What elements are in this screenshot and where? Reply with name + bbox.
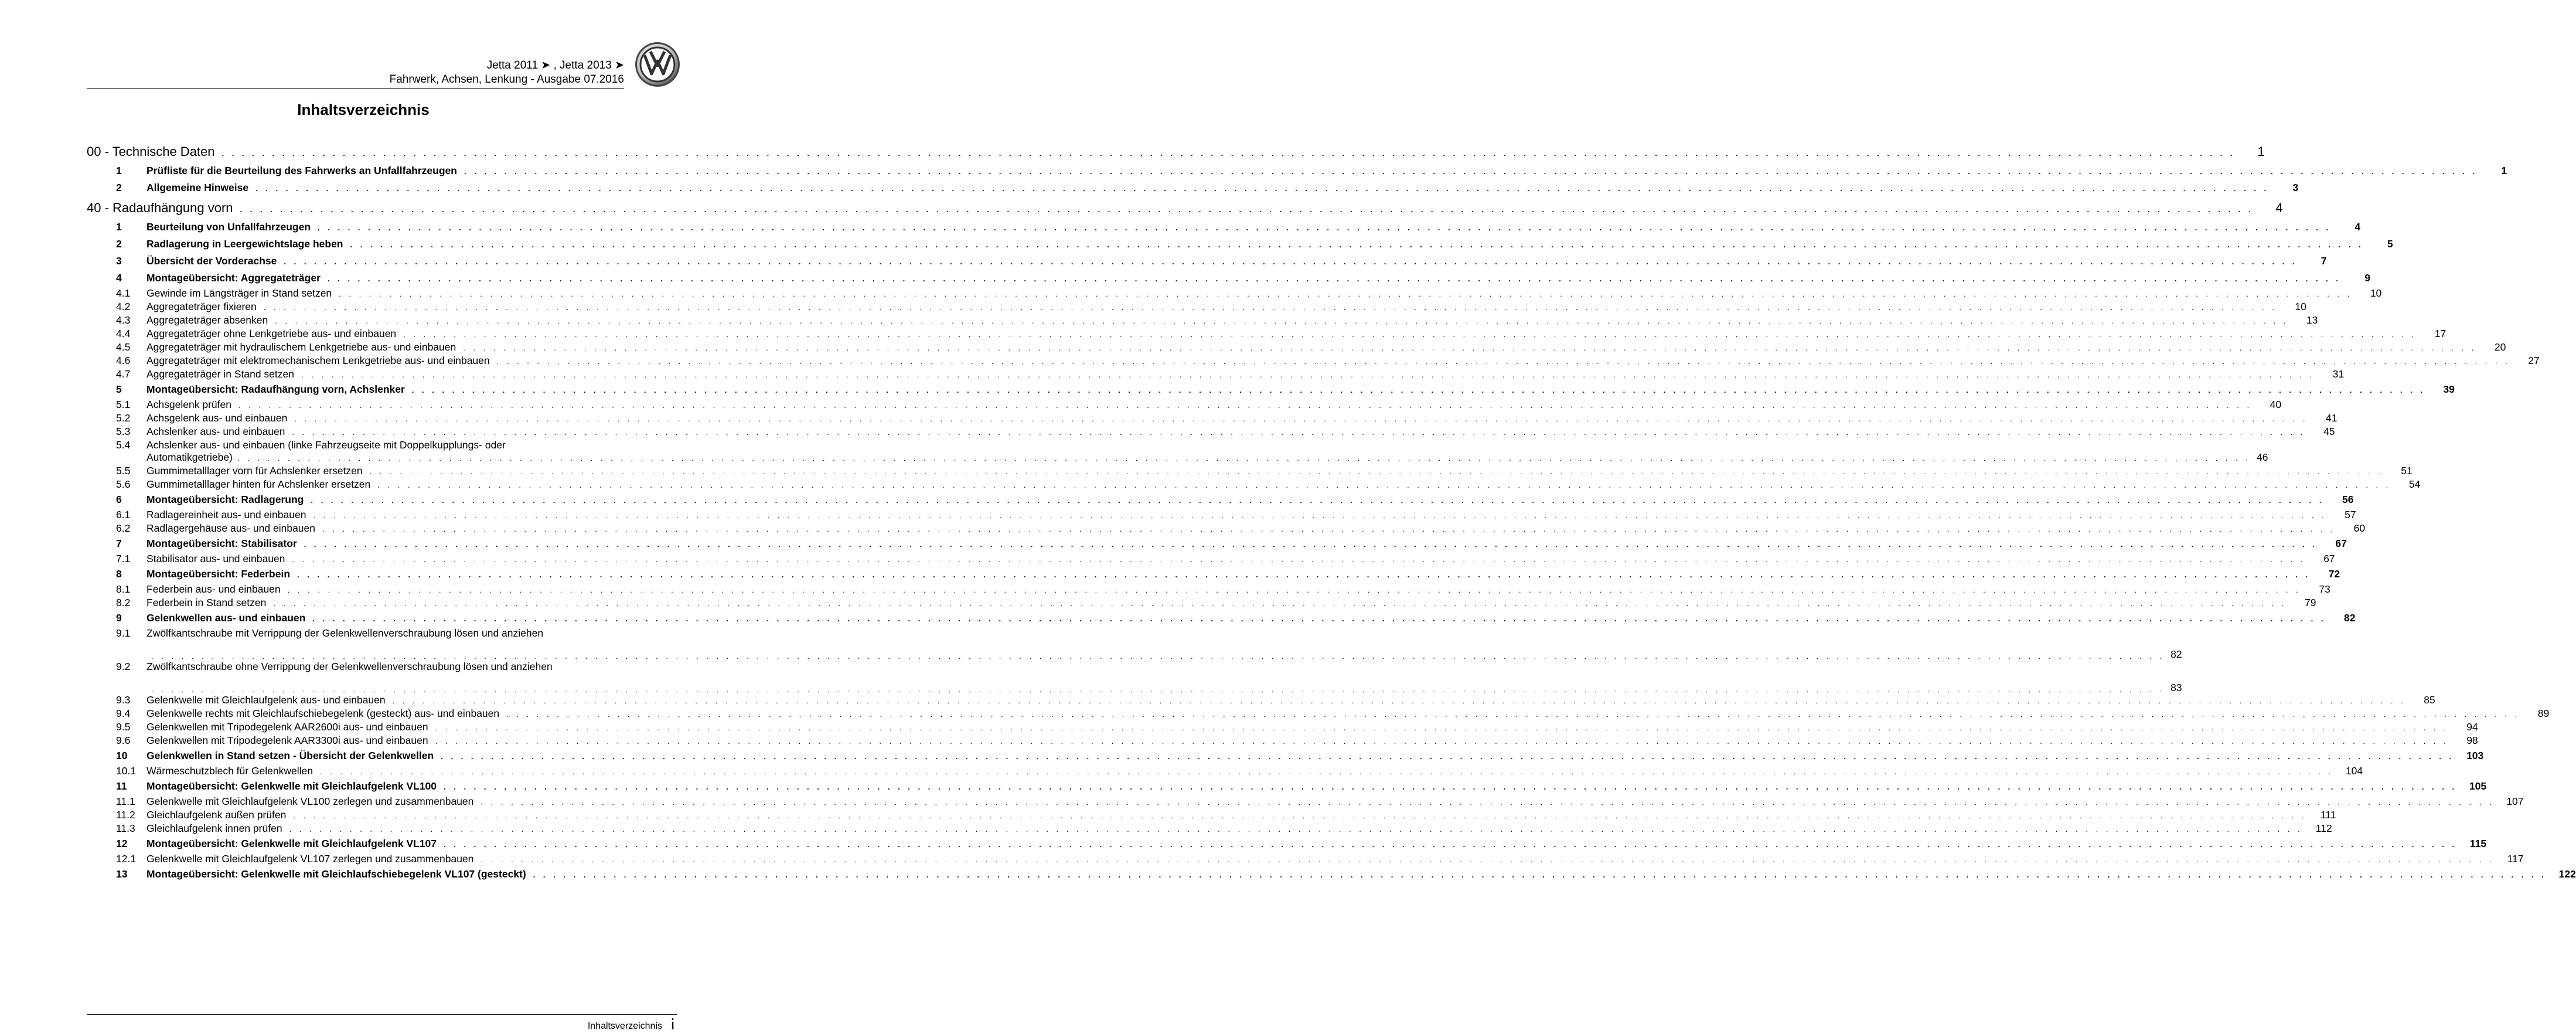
dot-leader: . . . . . . . . . . . . . . . . . . . . . . . . . . . . . . . . . . . . . . . . . . . . . . . . . . . . . . . . . . . . . . . . . . . . . . . . . . . . . . . . . . . . . . . . . . . . . . . . . . . . . . . . . . . . . . . . . . . . . . . . . . . . . . . . . . . . . . . . . . . . . . . . . . . . . . . . . . . . . . . . . . . . . . . . . . . . . . . . . . . . . . . . . . . . . . . . . . . . . . . . (350, 240, 2364, 249)
dot-leader: . . . . . . . . . . . . . . . . . . . . . . . . . . . . . . . . . . . . . . . . . . . . . . . . . . . . . . . . . . . . . . . . . . . . . . . . . . . . . . . . . . . . . . . . . . . . . . . . . . . . . . . . . . . . . . . . . . . . . . . . . . . . . . . . . . . . . . . . . . . . . . . . . . . . . . . . . . . . . . . . . . . . . . . . . . . . . . . . . . . . . . . . . . . . . . . . . . . . . . . . (463, 343, 2477, 352)
dot-leader: . . . . . . . . . . . . . . . . . . . . . . . . . . . . . . . . . . . . . . . . . . . . . . . . . . . . . . . . . . . . . . . . . . . . . . . . . . . . . . . . . . . . . . . . . . . . . . . . . . . . . . . . . . . . . . . . . . . . . . . . . . . . . . . . . . . . . . . . . . . . . . . . . . . . . . . . . . . . . . . . . . . . . . . . . . . . . . . . . . . . . . . . . . . . . . . . . . . . . . . . (151, 652, 2165, 661)
vw-logo-icon (634, 41, 681, 88)
toc-entry-title: Gelenkwelle mit Gleichlaufgelenk aus- und einbauen (146, 694, 386, 706)
toc-subsection[interactable] (87, 721, 2478, 734)
toc-entry[interactable] (87, 661, 2182, 694)
dot-leader: . . . . . . . . . . . . . . . . . . . . . . . . . . . . . . . . . . . . . . . . . . . . . . . . . . . . . . . . . . . . . . . . . . . . . . . . . . . . . . . . . . . . . . . . . . . . . . . . . . . . . . . . . . . . . . . . . . . . . . . . . . . . . . . . . . . . . . . . . . . . . . . . . . . . . . . . . . . . . . . . . . . . . . . . . . . . . . . . . . . . . . . . . . . . . . . . . . . . . . . . (392, 696, 2406, 705)
toc-entry-title: Gelenkwelle rechts mit Gleichlaufschiebegelenk (gesteckt) aus- und einbauen (146, 708, 500, 719)
dot-leader: . . . . . . . . . . . . . . . . . . . . . . . . . . . . . . . . . . . . . . . . . . . . . . . . . . . . . . . . . . . . . . . . . . . . . . . . . . . . . . . . . . . . . . . . . . . . . . . . . . . . . . . . . . . . . . . . . . . . . . . . . . . . . . . . . . . . . . . . . . . . . . . . . . . . . . . . . . . . . . . . . . . . . . . . . . . . . . . . . . . . . . . . . . . . . . . . . . . . . . . . (275, 317, 2289, 325)
toc-subsection[interactable] (87, 522, 2366, 536)
toc-entry-page: 67 (2335, 538, 2347, 549)
toc-entry-number: 9.3 (116, 694, 131, 706)
page-title: Inhaltsverzeichnis (297, 101, 430, 118)
toc-entry-page: 51 (2401, 465, 2413, 477)
toc-entry-title: 40 - Radaufhängung vorn (87, 200, 233, 215)
dot-leader: . . . . . . . . . . . . . . . . . . . . . . . . . . . . . . . . . . . . . . . . . . . . . . . . . . . . . . . . . . . . . . . . . . . . . . . . . . . . . . . . . . . . . . . . . . . . . . . . . . . . . . . . . . . . . . . . . . . . . . . . . . . . . . . . . . . . . . . . . . . . . . . . . . . . . . . . . . . . . . . . . . . . . . . . . . . . . . . . . . . . . . . . . . . . . . . . . . . . . . . . (311, 496, 2325, 505)
toc-section[interactable] (87, 165, 2507, 180)
toc-section[interactable] (87, 838, 2487, 853)
toc-entry-number: 5.2 (116, 412, 131, 424)
toc-section[interactable] (87, 494, 2354, 509)
toc-entry-title: Übersicht der Vorderachse (146, 255, 277, 267)
toc-entry-page: 7 (2321, 255, 2327, 267)
toc-entry-number: 4.5 (116, 341, 131, 353)
toc-entry-title: Zwölfkantschraube mit Verrippung der Gelenkwellenverschraubung lösen und anziehen (146, 627, 544, 639)
toc-entry-number: 8.1 (116, 583, 131, 595)
toc-entry-number: 9.2 (116, 661, 131, 672)
toc-entry-number: 2 (116, 238, 122, 250)
toc-section[interactable] (87, 182, 2299, 197)
toc-entry-number: 12 (116, 838, 128, 849)
toc-entry-page: 3 (2292, 182, 2299, 193)
toc-entry-page: 89 (2537, 708, 2550, 719)
model-line: Jetta 2011 ➤ , Jetta 2013 ➤ (486, 59, 624, 72)
toc-subsection[interactable] (87, 583, 2330, 597)
toc-entry-number: 3 (116, 255, 122, 267)
dot-leader: . . . . . . . . . . . . . . . . . . . . . . . . . . . . . . . . . . . . . . . . . . . . . . . . . . . . . . . . . . . . . . . . . . . . . . . . . . . . . . . . . . . . . . . . . . . . . . . . . . . . . . . . . . . . . . . . . . . . . . . . . . . . . . . . . . . . . . . . . . . . . . . . . . . . . . . . . . . . . . . . . . . . . . . . . . . . . . . . . . . . . . . . . . . . . . . . . . . . . . . . (151, 685, 2165, 694)
toc-entry-number: 5.4 (116, 439, 131, 451)
toc-entry-page: 27 (2528, 355, 2540, 366)
toc-subsection[interactable] (87, 301, 2306, 314)
toc-subsection[interactable] (87, 765, 2363, 778)
toc-entry-page: 72 (2328, 568, 2340, 580)
toc-entry-title: Allgemeine Hinweise (146, 182, 249, 193)
toc-entry-page: 83 (2170, 682, 2182, 693)
dot-leader: . . . . . . . . . . . . . . . . . . . . . . . . . . . . . . . . . . . . . . . . . . . . . . . . . . . . . . . . . . . . . . . . . . . . . . . . . . . . . . . . . . . . . . . . . . . . . . . . . . . . . . . . . . . . . . . . . . . . . . . . . . . . . . . . . . . . . . . . . . . . . . . . . . . . . . . . . . . . . . . . . . . . . . . . . . . . . . . . . . . . . . . . . . . . . . . . . . . . . . . . (481, 798, 2495, 807)
page-header (0, 0, 727, 94)
toc-entry-number: 9 (116, 612, 122, 624)
toc-entry-number: 10 (116, 750, 128, 761)
toc-entry-page: 17 (2434, 328, 2446, 339)
footer-rule (87, 1014, 677, 1015)
dot-leader: . . . . . . . . . . . . . . . . . . . . . . . . . . . . . . . . . . . . . . . . . . . . . . . . . . . . . . . . . . . . . . . . . . . . . . . . . . . . . . . . . . . . . . . . . . . . . . . . . . . . . . . . . . . . . . . . . . . . . . . . . . . . . . . . . . . . . . . . . . . . . . . . . . . . . . . . . . . . . . . . . . . . . . . . . . . . . . . . . . . . . . . . . . . . . . . . . . . . . . . . (464, 167, 2478, 176)
toc-subsection[interactable] (87, 553, 2335, 566)
toc-entry-page: 10 (2370, 287, 2382, 299)
toc-entry-page: 4 (2354, 221, 2361, 233)
toc-entry-title: Montageübersicht: Aggregateträger (146, 272, 321, 284)
toc-subsection[interactable] (87, 853, 2524, 866)
toc-entry-title: Aggregateträger ohne Lenkgetriebe aus- und einbauen (146, 328, 397, 339)
toc-entry-title: Montageübersicht: Gelenkwelle mit Gleichlaufgelenk VL107 (146, 838, 437, 849)
toc-entry-title-continued: Automatikgetriebe) (146, 451, 233, 463)
toc-entry-title: Gleichlaufgelenk außen prüfen (146, 809, 287, 821)
toc-entry-page: 60 (2353, 522, 2366, 534)
toc-entry-number: 11 (116, 780, 127, 792)
toc-entry-number: 2 (116, 182, 122, 193)
dot-leader: . . . . . . . . . . . . . . . . . . . . . . . . . . . . . . . . . . . . . . . . . . . . . . . . . . . . . . . . . . . . . . . . . . . . . . . . . . . . . . . . . . . . . . . . . . . . . . . . . . . . . . . . . . . . . . . . . . . . . . . . . . . . . . . . . . . . . . . . . . . . . . . . . . . . . . . . . . . . . . . . . . . . . . . . . . . . . . . . . . . . . . . . . . . . . . . . . . . . . . . . (297, 570, 2311, 579)
toc-entry-number: 11.2 (116, 809, 135, 821)
toc-section[interactable] (87, 255, 2327, 270)
toc-entry-page: 79 (2304, 597, 2316, 608)
toc-entry-number: 9.6 (116, 734, 131, 746)
toc-entry-page: 39 (2443, 383, 2455, 395)
toc-entry-page: 98 (2466, 734, 2478, 746)
toc-entry-number: 9.4 (116, 708, 131, 719)
toc-entry-title: Stabilisator aus- und einbauen (146, 553, 285, 564)
toc-section[interactable] (87, 868, 2576, 883)
toc-entry-title: Achslenker aus- und einbauen (146, 426, 285, 437)
dot-leader: . . . . . . . . . . . . . . . . . . . . . . . . . . . . . . . . . . . . . . . . . . . . . . . . . . . . . . . . . . . . . . . . . . . . . . . . . . . . . . . . . . . . . . . . . . . . . . . . . . . . . . . . . . . . . . . . . . . . . . . . . . . . . . . . . . . . . . . . . . . . . . . . . . . . . . . . . . . . . . . . . . . . . . . . . . . . . . . . . . . . . . . . . . . . . . . . . . . . . . . . (292, 428, 2306, 437)
toc-entry-page: 5 (2387, 238, 2393, 250)
toc-entry-title: Aggregateträger in Stand setzen (146, 368, 294, 380)
toc-entry-title: Montageübersicht: Stabilisator (146, 538, 297, 549)
dot-leader: . . . . . . . . . . . . . . . . . . . . . . . . . . . . . . . . . . . . . . . . . . . . . . . . . . . . . . . . . . . . . . . . . . . . . . . . . . . . . . . . . . . . . . . . . . . . . . . . . . . . . . . . . . . . . . . . . . . . . . . . . . . . . . . . . . . . . . . . . . . . . . . . . . . . . . . . . . . . . . . . . . . . . . . . . . . . . . . . . . . . . . . . . . . . . . . . . . . . . . . . (222, 149, 2236, 158)
toc-entry-page: 46 (2257, 451, 2268, 463)
toc-entry-number: 9.1 (116, 627, 131, 639)
dot-leader: . . . . . . . . . . . . . . . . . . . . . . . . . . . . . . . . . . . . . . . . . . . . . . . . . . . . . . . . . . . . . . . . . . . . . . . . . . . . . . . . . . . . . . . . . . . . . . . . . . . . . . . . . . . . . . . . . . . . . . . . . . . . . . . . . . . . . . . . . . . . . . . . . . . . . . . . . . . . . . . . . . . . . . . . . . . . . . . . . . . . . . . . . . . . . . . . . . . . . . . . (435, 723, 2449, 732)
toc-entry-page: 40 (2270, 399, 2282, 410)
toc-entry-page: 31 (2332, 368, 2345, 380)
toc-entry-title: Aggregateträger mit hydraulischem Lenkgetriebe aus- und einbauen (146, 341, 456, 353)
toc-section[interactable] (87, 272, 2371, 287)
dot-leader: . . . . . . . . . . . . . . . . . . . . . . . . . . . . . . . . . . . . . . . . . . . . . . . . . . . . . . . . . . . . . . . . . . . . . . . . . . . . . . . . . . . . . . . . . . . . . . . . . . . . . . . . . . . . . . . . . . . . . . . . . . . . . . . . . . . . . . . . . . . . . . . . . . . . . . . . . . . . . . . . . . . . . . . . . . . . . . . . . . . . . . . . . . . . . . . . . . . . . . . . (293, 811, 2307, 820)
toc-entry-page: 104 (2345, 765, 2363, 777)
footer-page-number: i (670, 1015, 675, 1033)
dot-leader: . . . . . . . . . . . . . . . . . . . . . . . . . . . . . . . . . . . . . . . . . . . . . . . . . . . . . . . . . . . . . . . . . . . . . . . . . . . . . . . . . . . . . . . . . . . . . . . . . . . . . . . . . . . . . . . . . . . . . . . . . . . . . . . . . . . . . . . . . . . . . . . . . . . . . . . . . . . . . . . . . . . . . . . . . . . . . . . . . . . . . . . . . . . . . . . . . . . . . . . . (312, 614, 2326, 623)
toc-subsection[interactable] (87, 314, 2318, 328)
toc-entry-page: 10 (2295, 301, 2306, 312)
dot-leader: . . . . . . . . . . . . . . . . . . . . . . . . . . . . . . . . . . . . . . . . . . . . . . . . . . . . . . . . . . . . . . . . . . . . . . . . . . . . . . . . . . . . . . . . . . . . . . . . . . . . . . . . . . . . . . . . . . . . . . . . . . . . . . . . . . . . . . . . . . . . . . . . . . . . . . . . . . . . . . . . . . . . . . . . . . . . . . . . . . . . . . . . . . . . . . . . . . . . . . . . (377, 481, 2391, 489)
toc-entry-title: Beurteilung von Unfallfahrzeugen (146, 221, 311, 233)
toc-subsection[interactable] (87, 328, 2446, 341)
toc-entry-title: Gelenkwellen mit Tripodegelenk AAR2600i aus- und einbauen (146, 721, 428, 733)
toc-entry-number: 7.1 (116, 553, 131, 564)
toc-entry-title: Gummimetalllager hinten für Achslenker ersetzen (146, 478, 371, 490)
dot-leader: . . . . . . . . . . . . . . . . . . . . . . . . . . . . . . . . . . . . . . . . . . . . . . . . . . . . . . . . . . . . . . . . . . . . . . . . . . . . . . . . . . . . . . . . . . . . . . . . . . . . . . . . . . . . . . . . . . . . . . . . . . . . . . . . . . . . . . . . . . . . . . . . . . . . . . . . . . . . . . . . . . . . . . . . . . . . . . . . . . . . . . . . . . . . . . . . . . . . . . . . (441, 752, 2455, 761)
toc-subsection[interactable] (87, 341, 2506, 355)
toc-entry-title: Montageübersicht: Gelenkwelle mit Gleichlaufgelenk VL100 (146, 780, 437, 792)
footer-label: Inhaltsverzeichnis (587, 1021, 662, 1031)
toc-entry[interactable] (87, 439, 2268, 465)
toc-entry-page: 82 (2170, 648, 2182, 660)
dot-leader: . . . . . . . . . . . . . . . . . . . . . . . . . . . . . . . . . . . . . . . . . . . . . . . . . . . . . . . . . . . . . . . . . . . . . . . . . . . . . . . . . . . . . . . . . . . . . . . . . . . . . . . . . . . . . . . . . . . . . . . . . . . . . . . . . . . . . . . . . . . . . . . . . . . . . . . . . . . . . . . . . . . . . . . . . . . . . . . . . . . . . . . . . . . . . . . . . . . . . . . . (240, 205, 2254, 214)
toc-section[interactable] (87, 750, 2484, 765)
toc-chapter[interactable] (87, 144, 2265, 163)
dot-leader: . . . . . . . . . . . . . . . . . . . . . . . . . . . . . . . . . . . . . . . . . . . . . . . . . . . . . . . . . . . . . . . . . . . . . . . . . . . . . . . . . . . . . . . . . . . . . . . . . . . . . . . . . . . . . . . . . . . . . . . . . . . . . . . . . . . . . . . . . . . . . . . . . . . . . . . . . . . . . . . . . . . . . . . . . . . . . . . . . . . . . . . . . . . . . . . . . . . . . . . . (287, 586, 2301, 594)
toc-entry-page: 107 (2506, 795, 2524, 807)
toc-entry-page: 94 (2466, 721, 2478, 733)
toc-subsection[interactable] (87, 597, 2316, 610)
toc-entry-title: Gummimetalllager vorn für Achslenker ersetzen (146, 465, 363, 477)
toc-entry-number: 9.5 (116, 721, 131, 733)
dot-leader: . . . . . . . . . . . . . . . . . . . . . . . . . . . . . . . . . . . . . . . . . . . . . . . . . . . . . . . . . . . . . . . . . . . . . . . . . . . . . . . . . . . . . . . . . . . . . . . . . . . . . . . . . . . . . . . . . . . . . . . . . . . . . . . . . . . . . . . . . . . . . . . . . . . . . . . . . . . . . . . . . . . . . . . . . . . . . . . . . . . . . . . . . . . . . . . . . . . . . . . . (320, 767, 2334, 776)
toc-entry-number: 11.1 (116, 795, 135, 807)
toc-entry-number: 5 (116, 383, 122, 395)
header-rule (87, 88, 624, 89)
toc-entry-page: 82 (2343, 612, 2356, 624)
toc-entry-title: Radlagerung in Leergewichtslage heben (146, 238, 343, 250)
toc-entry-title: Gelenkwelle mit Gleichlaufgelenk VL107 zerlegen und zusammenbauen (146, 853, 474, 865)
dot-leader: . . . . . . . . . . . . . . . . . . . . . . . . . . . . . . . . . . . . . . . . . . . . . . . . . . . . . . . . . . . . . . . . . . . . . . . . . . . . . . . . . . . . . . . . . . . . . . . . . . . . . . . . . . . . . . . . . . . . . . . . . . . . . . . . . . . . . . . . . . . . . . . . . . . . . . . . . . . . . . . . . . . . . . . . . . . . . . . . . . . . . . . . . . . . . . . . . . . . . . . . (339, 290, 2353, 298)
toc-entry-title: Montageübersicht: Radlagerung (146, 494, 304, 505)
dot-leader: . . . . . . . . . . . . . . . . . . . . . . . . . . . . . . . . . . . . . . . . . . . . . . . . . . . . . . . . . . . . . . . . . . . . . . . . . . . . . . . . . . . . . . . . . . . . . . . . . . . . . . . . . . . . . . . . . . . . . . . . . . . . . . . . . . . . . . . . . . . . . . . . . . . . . . . . . . . . . . . . . . . . . . . . . . . . . . . . . . . . . . . . . . . . . . . . . . . . . . . . (322, 525, 2336, 533)
toc-entry-title: Gelenkwellen in Stand setzen - Übersicht der Gelenkwellen (146, 750, 434, 761)
dot-leader: . . . . . . . . . . . . . . . . . . . . . . . . . . . . . . . . . . . . . . . . . . . . . . . . . . . . . . . . . . . . . . . . . . . . . . . . . . . . . . . . . . . . . . . . . . . . . . . . . . . . . . . . . . . . . . . . . . . . . . . . . . . . . . . . . . . . . . . . . . . . . . . . . . . . . . . . . . . . . . . . . . . . . . . . . . . . . . . . . . . . . . . . . . . . . . . . . . . . . . . . (313, 511, 2327, 520)
toc-entry-number: 4.6 (116, 355, 131, 366)
toc-entry-number: 8.2 (116, 597, 131, 608)
toc-entry-page: 1 (2257, 144, 2265, 159)
toc-entry-number: 4.3 (116, 314, 131, 326)
toc-section[interactable] (87, 612, 2356, 627)
toc-subsection[interactable] (87, 412, 2338, 426)
dot-leader: . . . . . . . . . . . . . . . . . . . . . . . . . . . . . . . . . . . . . . . . . . . . . . . . . . . . . . . . . . . . . . . . . . . . . . . . . . . . . . . . . . . . . . . . . . . . . . . . . . . . . . . . . . . . . . . . . . . . . . . . . . . . . . . . . . . . . . . . . . . . . . . . . . . . . . . . . . . . . . . . . . . . . . . . . . . . . . . . . . . . . . . . . . . . . . . . . . . . . . . . (304, 540, 2318, 549)
toc-entry-page: 56 (2342, 494, 2354, 505)
toc-entry-title: Montageübersicht: Gelenkwelle mit Gleichlaufschiebegelenk VL107 (gesteckt) (146, 868, 526, 880)
toc-subsection[interactable] (87, 509, 2356, 522)
toc-entry-number: 5.3 (116, 426, 131, 437)
toc-entry-page: 9 (2364, 272, 2371, 284)
toc-entry-title: Radlagereinheit aus- und einbauen (146, 509, 306, 521)
dot-leader: . . . . . . . . . . . . . . . . . . . . . . . . . . . . . . . . . . . . . . . . . . . . . . . . . . . . . . . . . . . . . . . . . . . . . . . . . . . . . . . . . . . . . . . . . . . . . . . . . . . . . . . . . . . . . . . . . . . . . . . . . . . . . . . . . . . . . . . . . . . . . . . . . . . . . . . . . . . . . . . . . . . . . . . . . . . . . . . . . . . . . . . . . . . . . . . . . . . . . . . . (403, 330, 2417, 339)
toc-subsection[interactable] (87, 734, 2478, 748)
toc-entry-page: 122 (2558, 868, 2576, 880)
toc-entry-number: 8 (116, 568, 122, 580)
dot-leader: . . . . . . . . . . . . . . . . . . . . . . . . . . . . . . . . . . . . . . . . . . . . . . . . . . . . . . . . . . . . . . . . . . . . . . . . . . . . . . . . . . . . . . . . . . . . . . . . . . . . . . . . . . . . . . . . . . . . . . . . . . . . . . . . . . . . . . . . . . . . . . . . . . . . . . . . . . . . . . . . . . . . . . . . . . . . . . . . . . . . . . . . . . . . . . . . . . . . . . . . (444, 840, 2458, 849)
toc-subsection[interactable] (87, 822, 2332, 836)
toc-subsection[interactable] (87, 465, 2413, 478)
dot-leader: . . . . . . . . . . . . . . . . . . . . . . . . . . . . . . . . . . . . . . . . . . . . . . . . . . . . . . . . . . . . . . . . . . . . . . . . . . . . . . . . . . . . . . . . . . . . . . . . . . . . . . . . . . . . . . . . . . . . . . . . . . . . . . . . . . . . . . . . . . . . . . . . . . . . . . . . . . . . . . . . . . . . . . . . . . . . . . . . . . . . . . . . . . . . . . . . . . . . . . . . (238, 401, 2253, 410)
toc-entry-title: Achsgelenk aus- und einbauen (146, 412, 288, 424)
toc-subsection[interactable] (87, 694, 2435, 708)
dot-leader: . . . . . . . . . . . . . . . . . . . . . . . . . . . . . . . . . . . . . . . . . . . . . . . . . . . . . . . . . . . . . . . . . . . . . . . . . . . . . . . . . . . . . . . . . . . . . . . . . . . . . . . . . . . . . . . . . . . . . . . . . . . . . . . . . . . . . . . . . . . . . . . . . . . . . . . . . . . . . . . . . . . . . . . . . . . . . . . . . . . . . . . . . . . . . . . . . . . . . . . . (481, 855, 2495, 864)
toc-entry-page: 67 (2323, 553, 2335, 564)
toc-entry[interactable] (87, 627, 2182, 661)
dot-leader: . . . . . . . . . . . . . . . . . . . . . . . . . . . . . . . . . . . . . . . . . . . . . . . . . . . . . . . . . . . . . . . . . . . . . . . . . . . . . . . . . . . . . . . . . . . . . . . . . . . . . . . . . . . . . . . . . . . . . . . . . . . . . . . . . . . . . . . . . . . . . . . . . . . . . . . . . . . . . . . . . . . . . . . . . . . . . . . . . . . . . . . . . . . . . . . . . . . . . . . . (327, 274, 2342, 283)
dot-leader: . . . . . . . . . . . . . . . . . . . . . . . . . . . . . . . . . . . . . . . . . . . . . . . . . . . . . . . . . . . . . . . . . . . . . . . . . . . . . . . . . . . . . . . . . . . . . . . . . . . . . . . . . . . . . . . . . . . . . . . . . . . . . . . . . . . . . . . . . . . . . . . . . . . . . . . . . . . . . . . . . . . . . . . . . . . . . . . . . . . . . . . . . . . . . . . . . . . . . . . . (435, 737, 2449, 746)
toc-section[interactable] (87, 383, 2455, 399)
toc-entry-page: 1 (2501, 165, 2507, 176)
toc-entry-title: Achsgelenk prüfen (146, 399, 231, 410)
toc-entry-page: 103 (2466, 750, 2484, 761)
toc-subsection[interactable] (87, 809, 2336, 822)
toc-entry-title: Radlagergehäuse aus- und einbauen (146, 522, 316, 534)
toc-subsection[interactable] (87, 478, 2421, 492)
dot-leader: . . . . . . . . . . . . . . . . . . . . . . . . . . . . . . . . . . . . . . . . . . . . . . . . . . . . . . . . . . . . . . . . . . . . . . . . . . . . . . . . . . . . . . . . . . . . . . . . . . . . . . . . . . . . . . . . . . . . . . . . . . . . . . . . . . . . . . . . . . . . . . . . . . . . . . . . . . . . . . . . . . . . . . . . . . . . . . . . . . . . . . . . . . . . . . . . . . . . . . . . (255, 184, 2270, 193)
toc-section[interactable] (87, 238, 2393, 253)
dot-leader: . . . . . . . . . . . . . . . . . . . . . . . . . . . . . . . . . . . . . . . . . . . . . . . . . . . . . . . . . . . . . . . . . . . . . . . . . . . . . . . . . . . . . . . . . . . . . . . . . . . . . . . . . . . . . . . . . . . . . . . . . . . . . . . . . . . . . . . . . . . . . . . . . . . . . . . . . . . . . . . . . . . . . . . . . . . . . . . . . . . . . . . . . . . . . . . . . . . . . . . . (318, 223, 2332, 232)
table-of-contents (87, 141, 2576, 883)
toc-entry-page: 45 (2323, 426, 2335, 437)
toc-entry-title: Achslenker aus- und einbauen (linke Fahrzeugseite mit Doppelkupplungs- oder (146, 439, 506, 451)
dot-leader: . . . . . . . . . . . . . . . . . . . . . . . . . . . . . . . . . . . . . . . . . . . . . . . . . . . . . . . . . . . . . . . . . . . . . . . . . . . . . . . . . . . . . . . . . . . . . . . . . . . . . . . . . . . . . . . . . . . . . . . . . . . . . . . . . . . . . . . . . . . . . . . . . . . . . . . . . . . . . . . . . . . . . . . . . . . . . . . . . . . . . . . . . . . . . . . . . . . . . . . . (369, 467, 2383, 476)
toc-entry-page: 117 (2507, 853, 2524, 865)
toc-entry-number: 5.5 (116, 465, 131, 477)
toc-entry-title: Federbein aus- und einbauen (146, 583, 281, 595)
dot-leader: . . . . . . . . . . . . . . . . . . . . . . . . . . . . . . . . . . . . . . . . . . . . . . . . . . . . . . . . . . . . . . . . . . . . . . . . . . . . . . . . . . . . . . . . . . . . . . . . . . . . . . . . . . . . . . . . . . . . . . . . . . . . . . . . . . . . . . . . . . . . . . . . . . . . . . . . . . . . . . . . . . . . . . . . . . . . . . . . . . . . . . . . . . . . . . . . . . . . . . . . (301, 370, 2315, 379)
toc-entry-title: Zwölfkantschraube ohne Verrippung der Gelenkwellenverschraubung lösen und anziehen (146, 661, 553, 672)
toc-entry-page: 112 (2315, 822, 2332, 834)
dot-leader: . . . . . . . . . . . . . . . . . . . . . . . . . . . . . . . . . . . . . . . . . . . . . . . . . . . . . . . . . . . . . . . . . . . . . . . . . . . . . . . . . . . . . . . . . . . . . . . . . . . . . . . . . . . . . . . . . . . . . . . . . . . . . . . . . . . . . . . . . . . . . . . . . . . . . . . . . . . . . . . . . . . . . . . . . . . . . . . . . . . . . . . . . . . . . . . . . . . . . . . . (444, 783, 2458, 791)
toc-entry-number: 1 (116, 165, 122, 176)
toc-entry-number: 7 (116, 538, 122, 549)
toc-entry-title: Federbein in Stand setzen (146, 597, 267, 608)
dot-leader: . . . . . . . . . . . . . . . . . . . . . . . . . . . . . . . . . . . . . . . . . . . . . . . . . . . . . . . . . . . . . . . . . . . . . . . . . . . . . . . . . . . . . . . . . . . . . . . . . . . . . . . . . . . . . . . . . . . . . . . . . . . . . . . . . . . . . . . . . . . . . . . . . . . . . . . . . . . . . . . . . . . . . . . . . . . . . . . . . . . . . . . . . . . . . . . . . . . . . . . . (411, 386, 2425, 394)
dot-leader: . . . . . . . . . . . . . . . . . . . . . . . . . . . . . . . . . . . . . . . . . . . . . . . . . . . . . . . . . . . . . . . . . . . . . . . . . . . . . . . . . . . . . . . . . . . . . . . . . . . . . . . . . . . . . . . . . . . . . . . . . . . . . . . . . . . . . . . . . . . . . . . . . . . . . . . . . . . . . . . . . . . . . . . . . . . . . . . . . . . . . . . . . . . . . . . . . . . . . . . . (273, 599, 2287, 608)
toc-entry-title: 00 - Technische Daten (87, 144, 215, 159)
toc-subsection[interactable] (87, 708, 2550, 721)
toc-entry-title: Gelenkwellen aus- und einbauen (146, 612, 306, 624)
dot-leader: . . . . . . . . . . . . . . . . . . . . . . . . . . . . . . . . . . . . . . . . . . . . . . . . . . . . . . . . . . . . . . . . . . . . . . . . . . . . . . . . . . . . . . . . . . . . . . . . . . . . . . . . . . . . . . . . . . . . . . . . . . . . . . . . . . . . . . . . . . . . . . . . . . . . . . . . . . . . . . . . . . . . . . . . . . . . . . . . . . . . . . . . . . . . . . . . . . . . . . . . (284, 257, 2298, 266)
dot-leader: . . . . . . . . . . . . . . . . . . . . . . . . . . . . . . . . . . . . . . . . . . . . . . . . . . . . . . . . . . . . . . . . . . . . . . . . . . . . . . . . . . . . . . . . . . . . . . . . . . . . . . . . . . . . . . . . . . . . . . . . . . . . . . . . . . . . . . . . . . . . . . . . . . . . . . . . . . . . . . . . . . . . . . . . . . . . . . . . . . . . . . . . . . . . . . . . . . . . . . . . (263, 303, 2277, 312)
toc-section[interactable] (87, 568, 2340, 583)
toc-section[interactable] (87, 221, 2361, 236)
dot-leader: . . . . . . . . . . . . . . . . . . . . . . . . . . . . . . . . . . . . . . . . . . . . . . . . . . . . . . . . . . . . . . . . . . . . . . . . . . . . . . . . . . . . . . . . . . . . . . . . . . . . . . . . . . . . . . . . . . . . . . . . . . . . . . . . . . . . . . . . . . . . . . . . . . . . . . . . . . . . . . . . . . . . . . . . . . . . . . . . . . . . . . . . . . . . . . . . . . . . . . . . (496, 357, 2510, 366)
toc-section[interactable] (87, 538, 2347, 553)
toc-entry-title: Gewinde im Längsträger in Stand setzen (146, 287, 332, 299)
toc-entry-page: 105 (2469, 780, 2487, 792)
toc-entry-number: 4 (116, 272, 122, 284)
toc-entry-title: Wärmeschutzblech für Gelenkwellen (146, 765, 314, 777)
dot-leader: . . . . . . . . . . . . . . . . . . . . . . . . . . . . . . . . . . . . . . . . . . . . . . . . . . . . . . . . . . . . . . . . . . . . . . . . . . . . . . . . . . . . . . . . . . . . . . . . . . . . . . . . . . . . . . . . . . . . . . . . . . . . . . . . . . . . . . . . . . . . . . . . . . . . . . . . . . . . . . . . . . . . . . . . . . . . . . . . . . . . . . . . . . . . . . . . . . . . . . . . (506, 710, 2520, 719)
toc-entry-number: 4.2 (116, 301, 131, 312)
toc-entry-number: 6.1 (116, 509, 131, 521)
toc-subsection[interactable] (87, 368, 2345, 382)
toc-entry-title: Gelenkwelle mit Gleichlaufgelenk VL100 zerlegen und zusammenbauen (146, 795, 474, 807)
toc-entry-page: 115 (2469, 838, 2487, 849)
toc-subsection[interactable] (87, 287, 2382, 301)
toc-entry-number: 11.3 (116, 822, 135, 834)
toc-entry-page: 13 (2306, 314, 2318, 326)
toc-entry-page: 57 (2345, 509, 2356, 521)
dot-leader: . . . . . . . . . . . . . . . . . . . . . . . . . . . . . . . . . . . . . . . . . . . . . . . . . . . . . . . . . . . . . . . . . . . . . . . . . . . . . . . . . . . . . . . . . . . . . . . . . . . . . . . . . . . . . . . . . . . . . . . . . . . . . . . . . . . . . . . . . . . . . . . . . . . . . . . . . . . . . . . . . . . . . . . . . . . . . . . . . . . . . . . . . . . . . . . . . . . . . . . . (292, 555, 2306, 564)
toc-entry-page: 20 (2494, 341, 2506, 353)
toc-entry-title: Gleichlaufgelenk innen prüfen (146, 822, 282, 834)
toc-entry-title: Aggregateträger fixieren (146, 301, 257, 312)
toc-subsection[interactable] (87, 426, 2335, 439)
toc-entry-page: 41 (2325, 412, 2338, 424)
dot-leader: . . . . . . . . . . . . . . . . . . . . . . . . . . . . . . . . . . . . . . . . . . . . . . . . . . . . . . . . . . . . . . . . . . . . . . . . . . . . . . . . . . . . . . . . . . . . . . . . . . . . . . . . . . . . . . . . . . . . . . . . . . . . . . . . . . . . . . . . . . . . . . . . . . . . . . . . . . . . . . . . . . . . . . . . . . . . . . . . . . . . . . . . . . . . . . . . . . . . . . . . (237, 454, 2251, 462)
toc-subsection[interactable] (87, 795, 2524, 809)
toc-entry-number: 5.6 (116, 478, 131, 490)
toc-entry-number: 4.7 (116, 368, 131, 380)
toc-entry-number: 1 (116, 221, 122, 233)
toc-entry-number: 6.2 (116, 522, 131, 534)
toc-entry-title: Prüfliste für die Beurteilung des Fahrwerks an Unfallfahrzeugen (146, 165, 457, 176)
toc-entry-title: Montageübersicht: Radaufhängung vorn, Achslenker (146, 383, 405, 395)
toc-section[interactable] (87, 780, 2487, 795)
manual-subtitle: Fahrwerk, Achsen, Lenkung - Ausgabe 07.2016 (389, 73, 624, 86)
toc-entry-number: 4.1 (116, 287, 131, 299)
toc-subsection[interactable] (87, 399, 2282, 412)
toc-entry-number: 6 (116, 494, 122, 505)
toc-chapter[interactable] (87, 200, 2283, 219)
dot-leader: . . . . . . . . . . . . . . . . . . . . . . . . . . . . . . . . . . . . . . . . . . . . . . . . . . . . . . . . . . . . . . . . . . . . . . . . . . . . . . . . . . . . . . . . . . . . . . . . . . . . . . . . . . . . . . . . . . . . . . . . . . . . . . . . . . . . . . . . . . . . . . . . . . . . . . . . . . . . . . . . . . . . . . . . . . . . . . . . . . . . . . . . . . . . . . . . . . . . . . . . (294, 414, 2308, 423)
toc-entry-title: Aggregateträger absenken (146, 314, 268, 326)
toc-entry-page: 73 (2319, 583, 2330, 595)
toc-entry-number: 4.4 (116, 328, 131, 339)
dot-leader: . . . . . . . . . . . . . . . . . . . . . . . . . . . . . . . . . . . . . . . . . . . . . . . . . . . . . . . . . . . . . . . . . . . . . . . . . . . . . . . . . . . . . . . . . . . . . . . . . . . . . . . . . . . . . . . . . . . . . . . . . . . . . . . . . . . . . . . . . . . . . . . . . . . . . . . . . . . . . . . . . . . . . . . . . . . . . . . . . . . . . . . . . . . . . . . . . . . . . . . . (289, 825, 2303, 834)
toc-entry-title: Aggregateträger mit elektromechanischem Lenkgetriebe aus- und einbauen (146, 355, 490, 366)
toc-entry-title: Gelenkwellen mit Tripodegelenk AAR3300i aus- und einbauen (146, 734, 428, 746)
toc-entry-number: 13 (116, 868, 128, 880)
toc-entry-number: 10.1 (116, 765, 137, 777)
toc-entry-number: 5.1 (116, 399, 131, 410)
toc-entry-page: 4 (2275, 200, 2283, 215)
dot-leader: . . . . . . . . . . . . . . . . . . . . . . . . . . . . . . . . . . . . . . . . . . . . . . . . . . . . . . . . . . . . . . . . . . . . . . . . . . . . . . . . . . . . . . . . . . . . . . . . . . . . . . . . . . . . . . . . . . . . . . . . . . . . . . . . . . . . . . . . . . . . . . . . . . . . . . . . . . . . . . . . . . . . . . . . . . . . . . . . . . . . . . . . . . . . . . . . . . . . . . . . (533, 870, 2547, 879)
toc-entry-page: 54 (2408, 478, 2421, 490)
toc-entry-page: 111 (2320, 809, 2336, 821)
toc-entry-page: 85 (2424, 694, 2435, 706)
toc-subsection[interactable] (87, 355, 2540, 368)
toc-entry-title: Montageübersicht: Federbein (146, 568, 291, 580)
toc-entry-number: 12.1 (116, 853, 137, 865)
